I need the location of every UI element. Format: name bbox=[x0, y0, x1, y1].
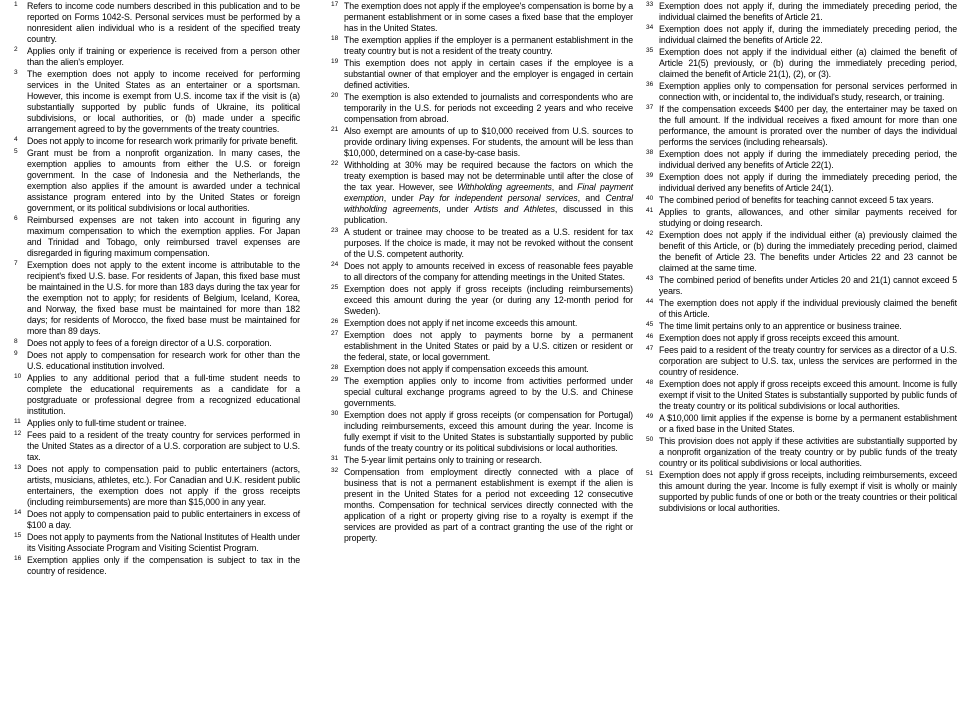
footnotes-column-1 bbox=[14, 1, 300, 577]
footnote-number-marker: 22 bbox=[331, 160, 339, 167]
footnote-item bbox=[14, 464, 300, 508]
footnote-text: Also exempt are amounts of up to $10,000 received from U.S. sources to provide ordinary living expenses. For students, the amount will be less than $10,000, determined on a case-by-case basis. bbox=[344, 126, 633, 158]
footnote-number-marker: 7 bbox=[14, 260, 18, 267]
footnote-number-marker: 42 bbox=[646, 230, 654, 237]
footnote-text: The combined period of benefits for teaching cannot exceed 5 tax years. bbox=[659, 195, 934, 205]
footnote-text: The exemption does not apply if the employee's compensation is borne by a permanent establishment or in some cases a fixed base that the employer has in the United States. bbox=[344, 1, 633, 33]
footnote-number-marker: 21 bbox=[331, 126, 339, 133]
footnote-number-marker: 1 bbox=[14, 1, 18, 8]
footnote-item bbox=[14, 509, 300, 531]
footnote-number-marker: 2 bbox=[14, 46, 18, 53]
footnote-number-marker: 12 bbox=[14, 430, 22, 437]
footnote-number-marker: 31 bbox=[331, 455, 339, 462]
footnote-number-marker: 47 bbox=[646, 345, 654, 352]
footnote-number-marker: 18 bbox=[331, 35, 339, 42]
footnote-text: A student or trainee may choose to be treated as a U.S. resident for tax purposes. If the choice is made, it may not be revoked without the consent of the U.S. competent authority. bbox=[344, 227, 633, 259]
footnote-text: Exemption does not apply if gross receipts (or compensation for Portugal) including reimbursements, exceed this amount during the year. Income is fully exempt if visit to the United States is substantially supported by public funds of the treaty country or its political subdivisions or local authorities. bbox=[344, 410, 633, 453]
footnote-number-marker: 32 bbox=[331, 467, 339, 474]
footnote-number-marker: 48 bbox=[646, 379, 654, 386]
footnote-item bbox=[646, 436, 957, 469]
footnote-number-marker: 25 bbox=[331, 284, 339, 291]
footnote-text: Applies to grants, allowances, and other similar payments received for studying or doing research. bbox=[659, 207, 957, 228]
footnote-item bbox=[646, 195, 957, 206]
footnote-text: Does not apply to amounts received in excess of reasonable fees payable to all directors of the company for attending meetings in the United States. bbox=[344, 261, 633, 282]
footnote-item bbox=[646, 149, 957, 171]
footnote-item bbox=[646, 104, 957, 148]
footnote-item bbox=[646, 24, 957, 46]
footnote-item bbox=[331, 58, 633, 91]
footnote-number-marker: 3 bbox=[14, 69, 18, 76]
footnote-item bbox=[14, 338, 300, 349]
footnote-number-marker: 38 bbox=[646, 149, 654, 156]
footnotes-column-2 bbox=[331, 1, 633, 544]
footnote-number-marker: 51 bbox=[646, 470, 654, 477]
footnote-number-marker: 24 bbox=[331, 261, 339, 268]
footnote-item bbox=[331, 126, 633, 159]
footnote-text: Exemption does not apply if during the immediately preceding period, the individual derived any benefits of Article 22(1). bbox=[659, 149, 957, 170]
footnote-text: If the compensation exceeds $400 per day, the entertainer may be taxed on the full amount. If the individual receives a fixed amount for more than one performance, the amount is prorated over the number of days the individual performs the services (including rehearsals). bbox=[659, 104, 957, 147]
footnote-number-marker: 34 bbox=[646, 24, 654, 31]
footnote-item bbox=[331, 227, 633, 260]
footnote-text: Does not apply to fees of a foreign director of a U.S. corporation. bbox=[27, 338, 272, 348]
footnote-text: The exemption applies only to income from activities performed under special cultural exchange programs agreed to by the U.S. and Chinese governments. bbox=[344, 376, 633, 408]
footnote-number-marker: 19 bbox=[331, 58, 339, 65]
footnote-number-marker: 14 bbox=[14, 509, 22, 516]
footnote-item bbox=[646, 413, 957, 435]
footnote-item bbox=[646, 47, 957, 80]
footnote-text: Withholding at 30% may be required because the factors on which the treaty exemption is based may not be determinable until after the close of the tax year. However, see Withholding agreements, and Final payment exemption, under Pay for independent personal services, and Central withholding agreements, under Artists and Athletes, discussed in this publication. bbox=[344, 160, 633, 225]
footnote-item bbox=[331, 467, 633, 544]
footnote-item bbox=[14, 136, 300, 147]
footnote-number-marker: 29 bbox=[331, 376, 339, 383]
footnote-item bbox=[14, 555, 300, 577]
footnote-text: Applies only to full-time student or trainee. bbox=[27, 418, 187, 428]
footnote-text: Exemption does not apply if during the immediately preceding period, the individual derived any benefits of Article 24(1). bbox=[659, 172, 957, 193]
footnote-text: The combined period of benefits under Articles 20 and 21(1) cannot exceed 5 years. bbox=[659, 275, 957, 296]
footnote-item bbox=[14, 215, 300, 259]
footnote-number-marker: 37 bbox=[646, 104, 654, 111]
footnote-number-marker: 40 bbox=[646, 195, 654, 202]
footnote-item bbox=[646, 298, 957, 320]
footnote-item bbox=[331, 455, 633, 466]
footnote-item bbox=[331, 284, 633, 317]
footnote-text: Exemption does not apply if the individual either (a) previously claimed the benefit of this Article, or (b) during the immediately preceding period, claimed the benefit of Article 23. The benefits under Articles 22 and 23 cannot be claimed at the same time. bbox=[659, 230, 957, 273]
footnote-text: The exemption does not apply if the individual previously claimed the benefit of this Article. bbox=[659, 298, 957, 319]
footnote-item bbox=[646, 345, 957, 378]
footnote-text: Exemption does not apply if gross receipts exceed this amount. Income is fully exempt if visit to the United States is substantially supported by public funds of the treaty country or its political subdivisions or local authorities. bbox=[659, 379, 957, 411]
footnote-number-marker: 33 bbox=[646, 1, 654, 8]
footnote-text: The time limit pertains only to an apprentice or business trainee. bbox=[659, 321, 902, 331]
footnote-text: Exemption applies only to compensation for personal services performed in connection with, or incidental to, the individual's study, research, or training. bbox=[659, 81, 957, 102]
footnote-item bbox=[14, 350, 300, 372]
footnote-item bbox=[331, 92, 633, 125]
footnote-number-marker: 23 bbox=[331, 227, 339, 234]
footnote-item bbox=[14, 430, 300, 463]
footnote-text: The exemption does not apply to income received for performing services in the United States as an entertainer or a sportsman. However, this income is exempt from U.S. income tax if the visit is (a) substantially supported by public funds of Ukraine, its political subdivisions, or local authorities, or (b) made under a specific arrangement agreed to by the governments of the treaty countries. bbox=[27, 69, 300, 134]
footnote-number-marker: 5 bbox=[14, 148, 18, 155]
footnote-item bbox=[14, 69, 300, 135]
footnote-item bbox=[331, 1, 633, 34]
footnote-item bbox=[646, 230, 957, 274]
footnote-item bbox=[331, 261, 633, 283]
footnote-item bbox=[646, 275, 957, 297]
footnote-number-marker: 35 bbox=[646, 47, 654, 54]
footnote-item bbox=[331, 410, 633, 454]
footnote-text: Exemption does not apply if gross receipts exceed this amount. bbox=[659, 333, 900, 343]
footnote-text: Applies only if training or experience is received from a person other than the alien's employer. bbox=[27, 46, 300, 67]
footnote-text: Exemption does not apply if gross receipts, including reimbursements, exceed this amount during the year. Income is fully exempt if visit is wholly or mainly supported by public funds of one or both or the treaty countries or their political subdivisions or local authorities. bbox=[659, 470, 957, 513]
footnote-text: Does not apply to compensation paid to public entertainers (actors, artists, musicians, athletes, etc.). For Canadian and U.K. resident public entertainers, the exemption does not apply if the gross receipts (including reimbursements) are more than $15,000 in any year. bbox=[27, 464, 300, 507]
footnote-text: This provision does not apply if these activities are substantially supported by a nonprofit organization of the treaty country or by public funds of the treaty country or its political subdivisions or local authorities. bbox=[659, 436, 957, 468]
footnote-item bbox=[331, 330, 633, 363]
footnote-item bbox=[646, 470, 957, 514]
footnote-item bbox=[331, 35, 633, 57]
footnote-text: Exemption does not apply if the individual either (a) claimed the benefit of Article 21(5) previously, or (b) during the immediately preceding period, claimed the benefit of Article 21(1), (2), or (3). bbox=[659, 47, 957, 79]
footnote-text: Exemption does not apply if, during the immediately preceding period, the individual claimed the benefits of Article 22. bbox=[659, 24, 957, 45]
footnote-number-marker: 15 bbox=[14, 532, 22, 539]
footnote-text: Exemption does not apply to payments borne by a permanent establishment in the United States or paid by a U.S. citizen or resident or the federal, state, or local government. bbox=[344, 330, 633, 362]
footnote-number-marker: 41 bbox=[646, 207, 654, 214]
footnote-item bbox=[14, 1, 300, 45]
footnote-item bbox=[14, 260, 300, 337]
footnote-number-marker: 44 bbox=[646, 298, 654, 305]
footnote-number-marker: 46 bbox=[646, 333, 654, 340]
footnote-number-marker: 45 bbox=[646, 321, 654, 328]
footnote-number-marker: 36 bbox=[646, 81, 654, 88]
footnote-number-marker: 27 bbox=[331, 330, 339, 337]
footnote-text: Exemption does not apply to the extent income is attributable to the recipient's fixed U.S. base. For residents of Japan, this fixed base must be maintained in the U.S. for more than 183 days during the tax year for the exemption not to apply; for residents of Belgium, Iceland, Korea, and Norway, the fixed base must be maintained for more than 182 days; for residents of Morocco, the fixed base must be maintained for more than 89 days. bbox=[27, 260, 300, 336]
footnote-text: Does not apply to compensation paid to public entertainers in excess of $100 a day. bbox=[27, 509, 300, 530]
footnote-number-marker: 10 bbox=[14, 373, 22, 380]
footnote-item bbox=[646, 172, 957, 194]
footnote-text: Compensation from employment directly connected with a place of business that is not a permanent establishment is exempt if the alien is present in the United States for a period not exceeding 12 consecutive months. Compensation for technical services directly connected with the application of a right or property giving rise to a royalty is exempt if the services are provided as part of a contract granting the use of the right or property. bbox=[344, 467, 633, 543]
footnote-number-marker: 16 bbox=[14, 555, 22, 562]
footnote-text: Fees paid to a resident of the treaty country for services performed in the United States as a director of a U.S. corporation are subject to U.S. tax. bbox=[27, 430, 300, 462]
footnote-item bbox=[14, 148, 300, 214]
footnotes-column-3 bbox=[646, 1, 957, 514]
footnote-item bbox=[331, 318, 633, 329]
footnote-number-marker: 8 bbox=[14, 338, 18, 345]
footnote-number-marker: 49 bbox=[646, 413, 654, 420]
footnote-item bbox=[646, 321, 957, 332]
footnote-item bbox=[331, 160, 633, 226]
footnote-text: Does not apply to compensation for research work for other than the U.S. educational institution involved. bbox=[27, 350, 300, 371]
footnote-text: Does not apply to payments from the National Institutes of Health under its Visiting Associate Program and Visiting Scientist Program. bbox=[27, 532, 300, 553]
footnote-number-marker: 43 bbox=[646, 275, 654, 282]
footnote-item bbox=[646, 333, 957, 344]
footnote-item bbox=[646, 81, 957, 103]
footnote-text: Exemption does not apply if net income exceeds this amount. bbox=[344, 318, 578, 328]
footnote-text: The exemption applies if the employer is a permanent establishment in the treaty country but is not a resident of the treaty country. bbox=[344, 35, 633, 56]
footnote-number-marker: 11 bbox=[14, 418, 21, 425]
footnote-text: Applies to any additional period that a full-time student needs to complete the educational requirements as a candidate for a postgraduate or professional degree from a recognized educational institution. bbox=[27, 373, 300, 416]
footnote-text: Exemption applies only if the compensation is subject to tax in the country of residence. bbox=[27, 555, 300, 576]
footnote-number-marker: 50 bbox=[646, 436, 654, 443]
footnote-text: The 5-year limit pertains only to training or research. bbox=[344, 455, 542, 465]
footnote-text: Fees paid to a resident of the treaty country for services as a director of a U.S. corporation are subject to U.S. tax, unless the services are performed in the country of residence. bbox=[659, 345, 957, 377]
footnote-number-marker: 26 bbox=[331, 318, 339, 325]
footnote-number-marker: 28 bbox=[331, 364, 339, 371]
footnote-number-marker: 30 bbox=[331, 410, 339, 417]
footnote-text: This exemption does not apply in certain cases if the employee is a substantial owner of that employer and the employer is engaged in certain defined activities. bbox=[344, 58, 633, 90]
footnote-item bbox=[14, 373, 300, 417]
footnote-text: Exemption does not apply if compensation exceeds this amount. bbox=[344, 364, 589, 374]
footnote-text: Exemption does not apply if gross receipts (including reimbursements) exceed this amount during the year (or during any 12-month period for Sweden). bbox=[344, 284, 633, 316]
footnote-item bbox=[646, 1, 957, 23]
footnote-number-marker: 13 bbox=[14, 464, 22, 471]
footnote-item bbox=[331, 364, 633, 375]
footnote-text: A $10,000 limit applies if the expense is borne by a permanent establishment or a fixed base in the United States. bbox=[659, 413, 957, 434]
footnote-number-marker: 6 bbox=[14, 215, 18, 222]
footnote-number-marker: 9 bbox=[14, 350, 18, 357]
footnote-text: The exemption is also extended to journalists and correspondents who are temporarily in the U.S. for periods not exceeding 2 years and who receive compensation from abroad. bbox=[344, 92, 633, 124]
footnote-item bbox=[14, 532, 300, 554]
footnote-item bbox=[14, 418, 300, 429]
footnote-text: Exemption does not apply if, during the immediately preceding period, the individual claimed the benefits of Article 21. bbox=[659, 1, 957, 22]
footnote-item bbox=[331, 376, 633, 409]
footnote-item bbox=[14, 46, 300, 68]
footnote-item bbox=[646, 207, 957, 229]
footnote-text: Reimbursed expenses are not taken into account in figuring any maximum compensation to which the exemption applies. For Japan and Trinidad and Tobago, only reimbursed travel expenses are disregarded in figuring maximum compensation. bbox=[27, 215, 300, 258]
footnote-text: Refers to income code numbers described in this publication and to be reported on Forms 1042-S. Personal services must be performed by a nonresident alien individual who is a resident of the specified treaty country. bbox=[27, 1, 300, 44]
footnote-number-marker: 4 bbox=[14, 136, 18, 143]
footnote-item bbox=[646, 379, 957, 412]
footnote-number-marker: 20 bbox=[331, 92, 339, 99]
footnote-text: Grant must be from a nonprofit organization. In many cases, the exemption applies to amounts from either the U.S. or foreign government. In the case of Indonesia and the Netherlands, the exemption also applies if the amount is awarded under a technical assistance program entered into by the United States or foreign government, or its political subdivisions or local authorities. bbox=[27, 148, 300, 213]
footnote-number-marker: 39 bbox=[646, 172, 654, 179]
footnote-text: Does not apply to income for research work primarily for private benefit. bbox=[27, 136, 298, 146]
footnote-number-marker: 17 bbox=[331, 1, 339, 8]
